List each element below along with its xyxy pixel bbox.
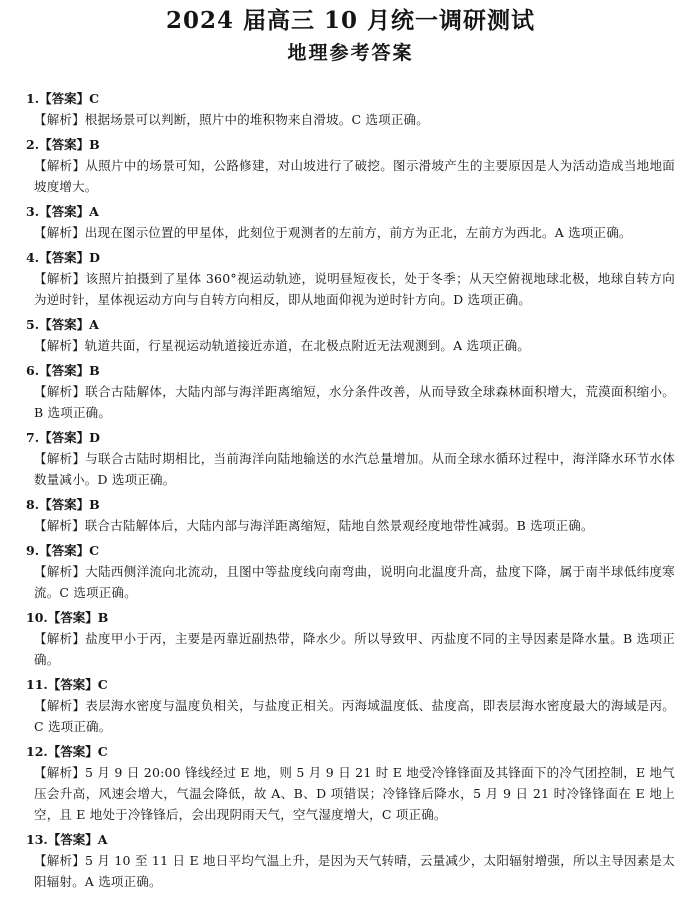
question-number: 12. — [26, 744, 48, 759]
page-title: 2024 届高三 10 月统一调研测试 — [165, 7, 536, 34]
question-number: 6. — [26, 363, 40, 378]
answer-label: 【答案】B — [39, 497, 100, 512]
answer-item — [26, 427, 675, 490]
explanation-text: 【解析】表层海水密度与温度负相关，与盐度正相关。丙海域温度低、盐度高，即表层海水密度最大的海域是丙。C 选项正确。 — [34, 698, 675, 734]
explanation-text: 【解析】出现在图示位置的甲星体，此刻位于观测者的左前方，前方为正北，左前方为西北。A 选项正确。 — [34, 225, 632, 240]
answer-item — [26, 674, 675, 737]
answer-line — [26, 674, 675, 695]
answer-line — [26, 741, 675, 762]
answer-line — [26, 607, 675, 628]
explanation-text: 【解析】盐度甲小于丙，主要是丙靠近副热带，降水少。所以导致甲、丙盐度不同的主导因素是降水量。B 选项正确。 — [34, 631, 675, 667]
answer-label: 【答案】A — [39, 204, 99, 219]
answer-item — [26, 360, 675, 423]
question-number: 5. — [26, 317, 40, 332]
explanation-text: 【解析】联合古陆解体，大陆内部与海洋距离缩短，水分条件改善，从而导致全球森林面积增大，荒漠面积缩小。B 选项正确。 — [34, 384, 675, 420]
answer-label: 【答案】B — [39, 137, 100, 152]
question-number: 10. — [26, 610, 48, 625]
explanation-text: 【解析】从照片中的场景可知，公路修建，对山坡进行了破挖。图示滑坡产生的主要原因是人为活动造成当地地面坡度增大。 — [34, 158, 675, 194]
answer-item — [26, 201, 675, 243]
answer-line — [26, 540, 675, 561]
answer-label: 【答案】B — [47, 610, 109, 625]
explanation-text: 【解析】轨道共面，行星视运动轨道接近赤道，在北极点附近无法观测到。A 选项正确。 — [34, 338, 531, 353]
explanation-text: 【解析】根据场景可以判断，照片中的堆积物来自滑坡。C 选项正确。 — [34, 112, 429, 127]
question-number: 7. — [26, 430, 40, 445]
answer-item — [26, 829, 675, 892]
answer-label: 【答案】D — [39, 250, 100, 265]
answer-label: 【答案】C — [47, 744, 108, 759]
question-number: 8. — [26, 497, 40, 512]
answer-line — [26, 88, 675, 109]
answer-label: 【答案】D — [39, 430, 100, 445]
page-subtitle: 地理参考答案 — [287, 42, 414, 64]
explanation-text: 【解析】联合古陆解体后，大陆内部与海洋距离缩短，陆地自然景观经度地带性减弱。B 选项正确。 — [34, 518, 594, 533]
explanation-text: 【解析】5 月 9 日 20:00 锋线经过 E 地，则 5 月 9 日 21 时 E 地受冷锋锋面及其锋面下的冷气团控制，E 地气压会升高，风速会增大，气温会降低，故 A、B、D 项错误；冷锋锋后降水，5 月 9 日 21 时冷锋锋面在 E 地上空，且 E 地处于冷锋锋后，会出现阴雨天气，空气湿度增大，C 项正确。 — [34, 765, 675, 822]
question-number: 13. — [26, 832, 48, 847]
answer-item — [26, 314, 675, 356]
answer-label: 【答案】C — [39, 543, 100, 558]
answer-line — [26, 427, 675, 448]
question-number: 4. — [26, 250, 40, 265]
answer-label: 【答案】A — [47, 832, 108, 847]
answer-item — [26, 540, 675, 603]
answer-line — [26, 134, 675, 155]
answer-item — [26, 134, 675, 197]
answer-line — [26, 360, 675, 381]
answer-line — [26, 314, 675, 335]
question-number: 1. — [26, 91, 40, 106]
answer-line — [26, 829, 675, 850]
answer-item — [26, 607, 675, 670]
answer-label: 【答案】B — [39, 363, 100, 378]
answer-line — [26, 201, 675, 222]
question-number: 11. — [26, 677, 48, 692]
answer-item — [26, 247, 675, 310]
explanation-text: 【解析】与联合古陆时期相比，当前海洋向陆地输送的水汽总量增加。从而全球水循环过程中，海洋降水环节水体数量减小。D 选项正确。 — [34, 451, 675, 487]
answer-label: 【答案】A — [39, 317, 99, 332]
answer-line — [26, 247, 675, 268]
answer-label: 【答案】C — [47, 677, 108, 692]
explanation-text: 【解析】大陆西侧洋流向北流动，且图中等盐度线向南弯曲，说明向北温度升高，盐度下降，属于南半球低纬度寒流。C 选项正确。 — [34, 564, 675, 600]
answer-item — [26, 741, 675, 825]
answer-item — [26, 494, 675, 536]
answer-list — [26, 88, 675, 892]
answer-label: 【答案】C — [39, 91, 100, 106]
question-number: 2. — [26, 137, 40, 152]
question-number: 9. — [26, 543, 40, 558]
answer-item — [26, 88, 675, 130]
question-number: 3. — [26, 204, 40, 219]
explanation-text: 【解析】5 月 10 至 11 日 E 地日平均气温上升，是因为天气转晴，云量减少，太阳辐射增强，所以主导因素是太阳辐射。A 选项正确。 — [34, 853, 675, 889]
answer-line — [26, 494, 675, 515]
explanation-text: 【解析】该照片拍摄到了星体 360°视运动轨迹，说明昼短夜长，处于冬季；从天空俯视地球北极，地球自转方向为逆时针，星体视运动方向与自转方向相反，即从地面仰视为逆时针方向。D 选项正确。 — [34, 271, 675, 307]
